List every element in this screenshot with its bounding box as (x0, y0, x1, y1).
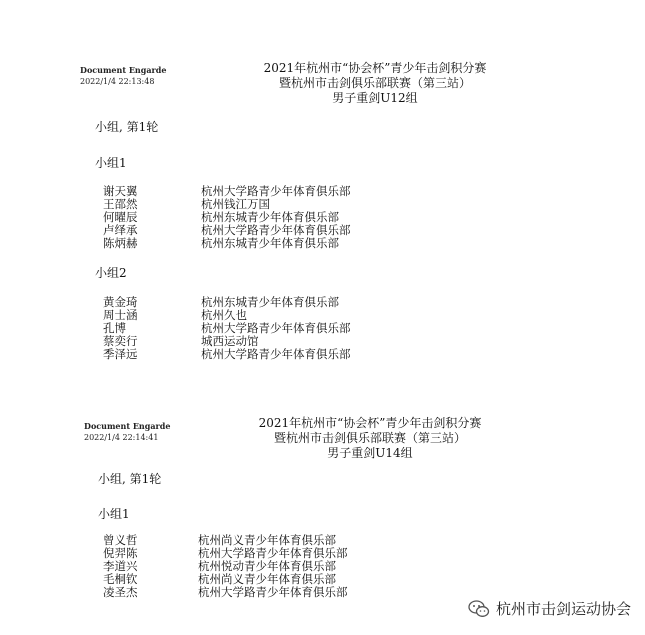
fencer-name: 王邵然 (103, 197, 138, 211)
club-name: 杭州大学路青少年体育俱乐部 (201, 321, 351, 335)
competition-heading (225, 416, 515, 461)
group-title: 小组1 (95, 156, 127, 170)
fencer-name: 李道兴 (103, 559, 138, 573)
group-title: 小组1 (98, 507, 130, 521)
fencer-name: 周士涵 (103, 308, 138, 322)
fencer-name: 孔博 (103, 321, 126, 335)
club-name: 杭州钱江万国 (201, 197, 270, 211)
account-watermark (468, 598, 631, 619)
round-title: 小组, 第1轮 (98, 472, 162, 486)
software-name: Document Engarde (84, 421, 171, 431)
event-category: 男子重剑U14组 (327, 446, 413, 460)
software-name: Document Engarde (80, 65, 167, 75)
group-roster (103, 534, 403, 599)
fencer-name: 倪羿陈 (103, 546, 138, 560)
club-name: 杭州大学路青少年体育俱乐部 (201, 223, 351, 237)
competition-heading (230, 61, 520, 106)
competition-title: 2021年杭州市“协会杯”青少年击剑积分赛 (258, 416, 482, 430)
competition-subtitle: 暨杭州市击剑俱乐部联赛（第三站） (273, 431, 466, 445)
document-meta (80, 64, 166, 88)
fencer-name: 何曜辰 (103, 210, 138, 224)
group-roster (103, 185, 403, 250)
club-name: 杭州久也 (201, 308, 247, 322)
club-name: 杭州东城青少年体育俱乐部 (201, 236, 339, 250)
club-name: 杭州东城青少年体育俱乐部 (201, 210, 339, 224)
document-meta (84, 420, 170, 444)
timestamp: 2022/1/4 22:13:48 (80, 77, 155, 86)
wechat-icon (468, 600, 490, 618)
club-name: 杭州东城青少年体育俱乐部 (201, 295, 339, 309)
fencer-name: 曾义哲 (103, 533, 138, 547)
table-row (103, 237, 403, 250)
competition-title: 2021年杭州市“协会杯”青少年击剑积分赛 (263, 61, 487, 75)
fencer-name: 谢天翼 (103, 184, 138, 198)
fencer-name: 毛桐钦 (103, 572, 138, 586)
competition-subtitle: 暨杭州市击剑俱乐部联赛（第三站） (278, 76, 471, 90)
club-name: 杭州大学路青少年体育俱乐部 (198, 546, 348, 560)
watermark-text: 杭州市击剑运动协会 (495, 600, 631, 618)
table-row (103, 586, 403, 599)
club-name: 杭州大学路青少年体育俱乐部 (201, 184, 351, 198)
group-roster (103, 296, 403, 361)
round-title: 小组, 第1轮 (95, 120, 159, 134)
club-name: 杭州尚义青少年体育俱乐部 (198, 572, 336, 586)
table-row (103, 296, 403, 309)
group-title: 小组2 (95, 266, 127, 280)
club-name: 杭州大学路青少年体育俱乐部 (201, 347, 351, 361)
club-name: 城西运动馆 (201, 334, 259, 348)
timestamp: 2022/1/4 22:14:41 (84, 433, 159, 442)
fencer-name: 季泽远 (103, 347, 138, 361)
fencer-name: 凌圣杰 (103, 585, 138, 599)
fencer-name: 陈炳赫 (103, 236, 138, 250)
club-name: 杭州尚义青少年体育俱乐部 (198, 533, 336, 547)
fencer-name: 蔡奕行 (103, 334, 138, 348)
fencer-name: 卢绎承 (103, 223, 138, 237)
club-name: 杭州悦动青少年体育俱乐部 (198, 559, 336, 573)
table-row (103, 348, 403, 361)
event-category: 男子重剑U12组 (332, 91, 418, 105)
club-name: 杭州大学路青少年体育俱乐部 (198, 585, 348, 599)
fencer-name: 黄金琦 (103, 295, 138, 309)
